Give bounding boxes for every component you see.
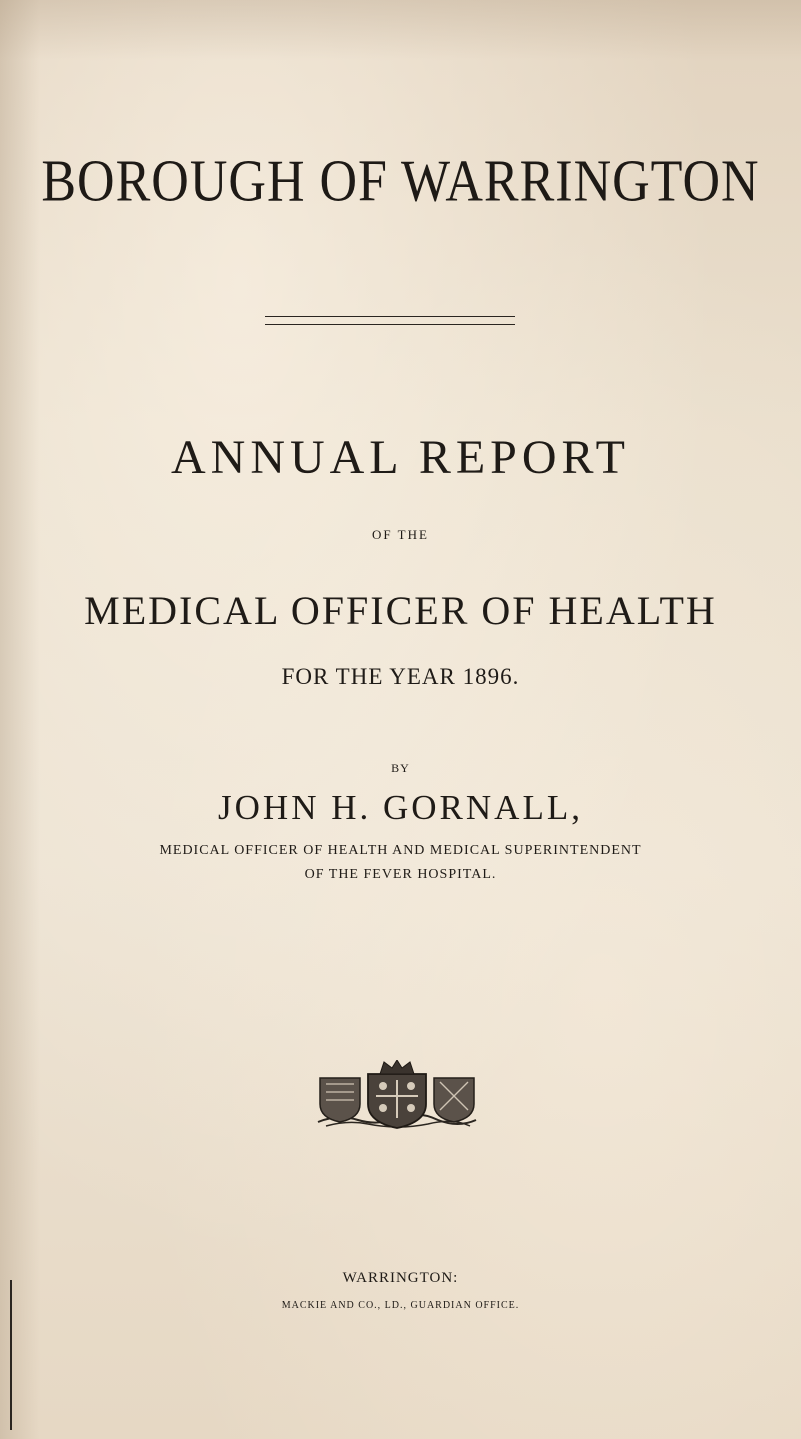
office-title: MEDICAL OFFICER OF HEALTH (84, 588, 717, 633)
author-role-line-1: MEDICAL OFFICER OF HEALTH AND MEDICAL SUPERINTENDENT (159, 843, 642, 858)
borough-heading: BOROUGH OF WARRINGTON (41, 148, 760, 215)
by-label: BY (391, 761, 410, 775)
report-title: ANNUAL REPORT (170, 431, 630, 484)
imprint-publisher: MACKIE AND CO., LD., GUARDIAN OFFICE. (281, 1300, 520, 1311)
coat-of-arms-icon (308, 1060, 488, 1130)
margin-line (10, 1280, 12, 1430)
year-line: FOR THE YEAR 1896. (281, 664, 520, 689)
author-name: JOHN H. GORNALL, (218, 788, 583, 827)
page-shadow-top (0, 0, 801, 60)
divider-rule-upper (265, 316, 515, 317)
of-the-connector: OF THE (372, 527, 429, 542)
imprint-place: WARRINGTON: (342, 1270, 459, 1286)
divider-rule-lower (265, 324, 515, 325)
author-role-line-2: OF THE FEVER HOSPITAL. (304, 867, 497, 882)
page-shadow-left (0, 0, 40, 1439)
